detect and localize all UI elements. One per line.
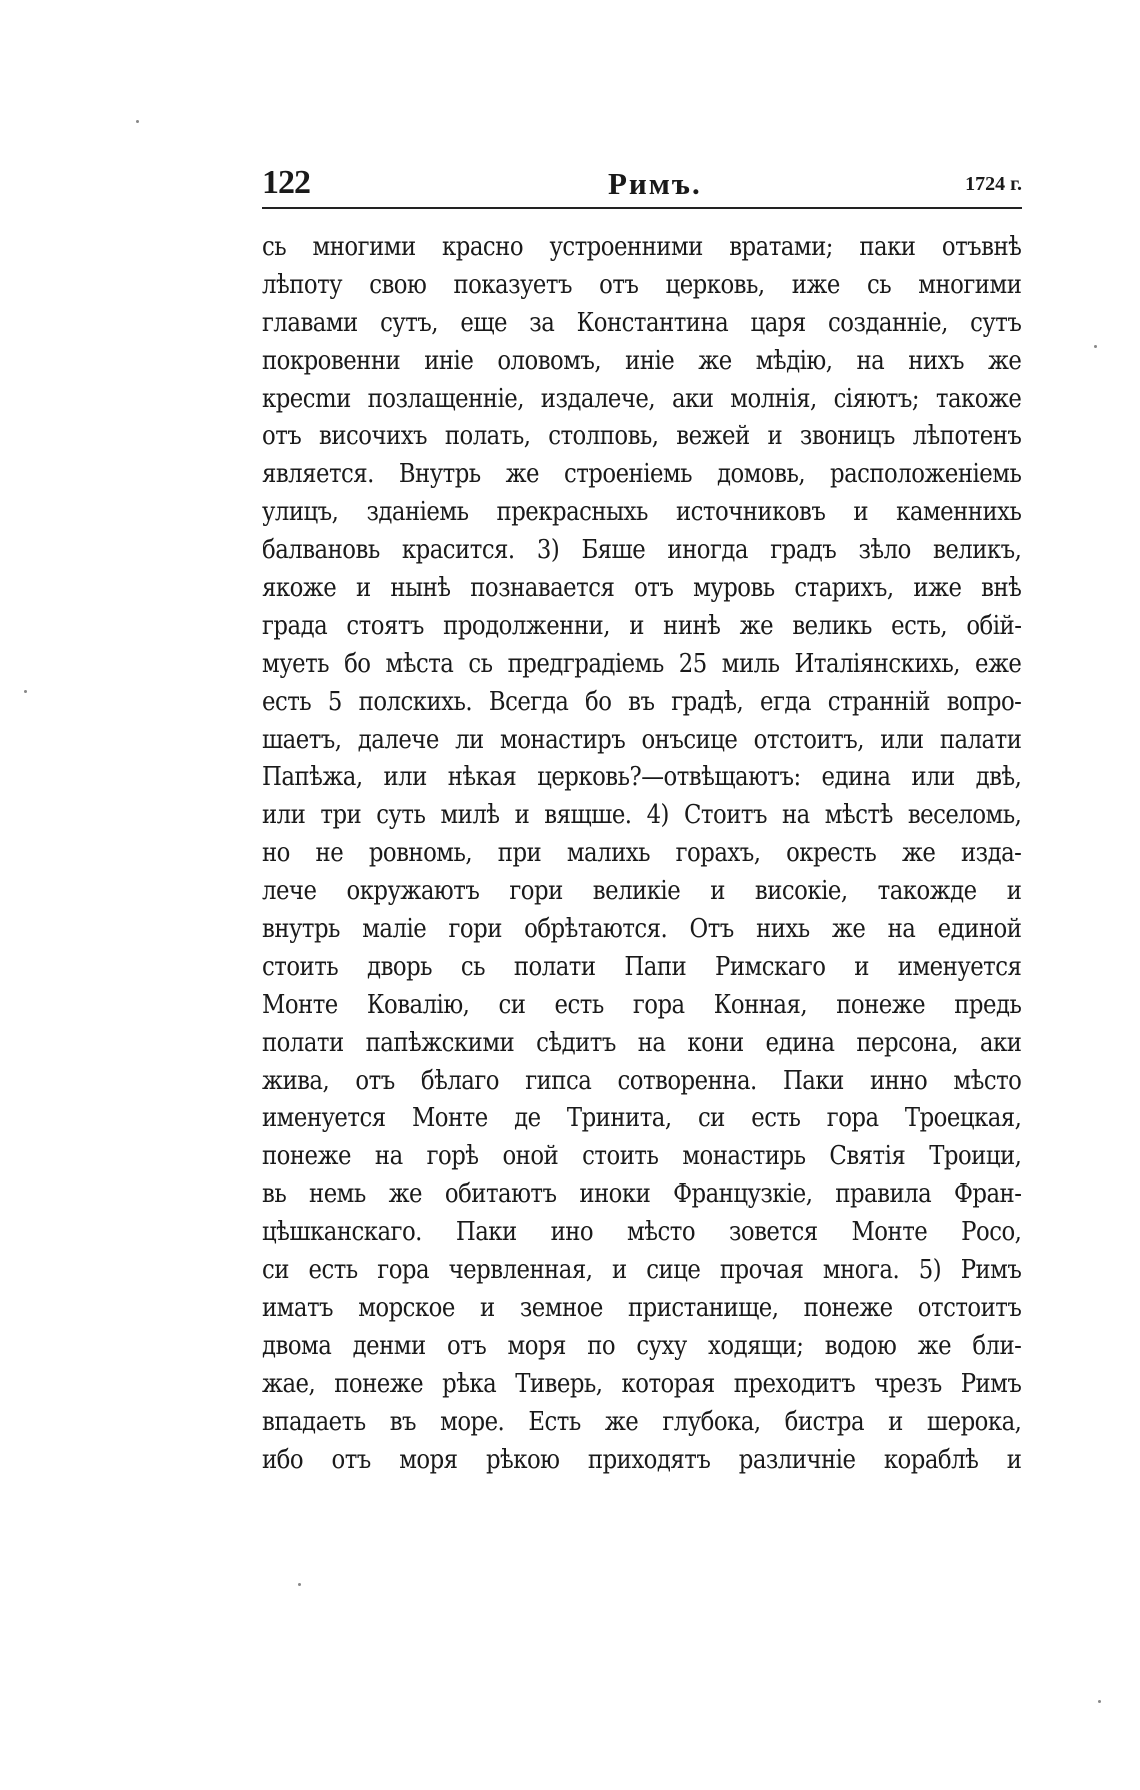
text-line: лече окружаютъ гори великіе и високіе, такожде и: [262, 875, 1022, 907]
text-line: Монте Ковалію, си есть гора Конная, понеже предь: [262, 988, 1022, 1020]
body-text: [262, 228, 1022, 1478]
text-line: понеже на горѣ оной стоить монастирь Святія Троици,: [262, 1140, 1022, 1172]
text-line: двома денми отъ моря по суху ходящи; водою же бли-: [262, 1329, 1022, 1361]
paper-speck: [24, 690, 27, 693]
text-line: ибо отъ моря рѣкою приходятъ различніе кораблѣ и: [262, 1443, 1022, 1475]
paper-speck: [1094, 345, 1097, 348]
text-line: лѣпоту свою показуетъ отъ церковь, иже сь многими: [262, 268, 1022, 300]
text-line: кресmи позлащенніе, издалече, аки молнія, сіяютъ; такоже: [262, 382, 1022, 414]
text-line: впадаеть въ море. Есть же глубока, бистра и шерока,: [262, 1405, 1022, 1437]
text-line: полати папѣжскими сѣдитъ на кони едина персона, аки: [262, 1026, 1022, 1058]
text-line: якоже и нынѣ познавается отъ муровь старихъ, иже внѣ: [262, 572, 1022, 604]
text-line: именуется Монте де Тринита, си есть гора Троецкая,: [262, 1102, 1022, 1134]
text-line: есть 5 полскихь. Всегда бо въ градѣ, егда странній вопро-: [262, 685, 1022, 717]
text-line: но не ровномь, при малихь горахъ, окресть же изда-: [262, 837, 1022, 869]
text-line: является. Внутрь же строеніемь домовь, расположеніемь: [262, 458, 1022, 490]
text-line: вь немь же обитаютъ иноки Французкіе, правила Фран-: [262, 1178, 1022, 1210]
page-header: [262, 164, 1022, 208]
text-line: иматъ морское и земное пристанище, понеже отстоитъ: [262, 1291, 1022, 1323]
running-title: Римъ.: [608, 166, 702, 201]
text-line: или три суть милѣ и вящше. 4) Стоитъ на мѣстѣ веселомь,: [262, 799, 1022, 831]
text-line: покровенни иніе оловомъ, иніе же мѣдію, на нихъ же: [262, 344, 1022, 376]
text-line: сь многими красно устроенними вратами; паки отъвнѣ: [262, 231, 1022, 262]
text-line: внутрь маліе гори обрѣтаются. Отъ нихь же на единой: [262, 913, 1022, 945]
text-line: балвановь красится. 3) Бяше иногда градъ зѣло великъ,: [262, 534, 1022, 566]
paper-speck: [298, 1583, 301, 1586]
header-rule: [262, 207, 1022, 212]
page-number: 122: [262, 164, 310, 201]
text-line: Папѣжа, или нѣкая церковь?—отвѣщаютъ: едина или двѣ,: [262, 761, 1022, 793]
text-line: града стоятъ продолженни, и нинѣ же великь есть, обій-: [262, 609, 1022, 641]
text-line: муеть бо мѣста сь предградіемь 25 миль Италіянскихь, еже: [262, 647, 1022, 679]
text-line: улицъ, зданіемь прекрасныхь источниковъ и каменнихь: [262, 496, 1022, 528]
paper-speck: [136, 120, 139, 123]
text-line: отъ височихъ полать, столповь, вежей и звоницъ лѣпотенъ: [262, 420, 1022, 452]
text-line: шаетъ, далече ли монастиръ онъсице отстоитъ, или палати: [262, 723, 1022, 755]
paper-speck: [1098, 1700, 1101, 1703]
text-line: цѣшканскаго. Паки ино мѣсто зовется Монте Росо,: [262, 1216, 1022, 1248]
text-line: жива, отъ бѣлаго гипса сотворенна. Паки инно мѣсто: [262, 1064, 1022, 1096]
text-line: жае, понеже рѣка Тиверь, которая преходитъ чрезъ Римъ: [262, 1367, 1022, 1399]
text-line: стоить дворь сь полати Папи Римскаго и именуется: [262, 950, 1022, 982]
text-line: си есть гора червленная, и сице прочая многа. 5) Римъ: [262, 1254, 1022, 1286]
text-line: главами сутъ, еще за Константина царя созданніе, сутъ: [262, 306, 1022, 338]
year-label: 1724 г.: [965, 173, 1022, 195]
